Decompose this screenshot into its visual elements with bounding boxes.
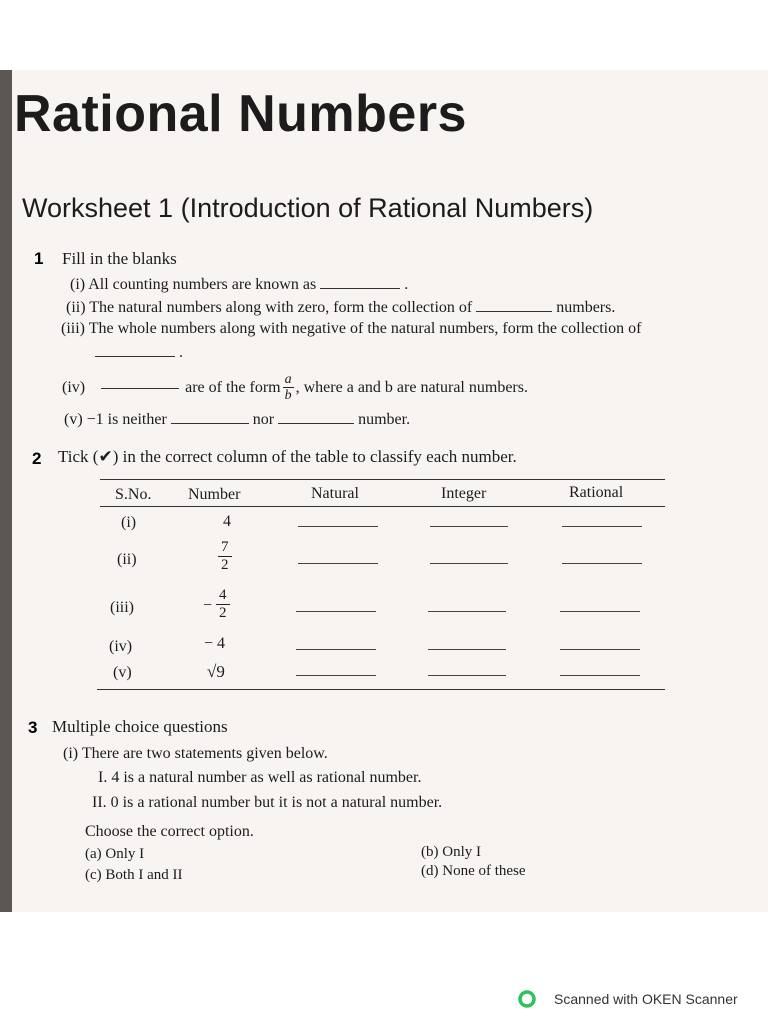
row-v-natural-blank: [296, 675, 376, 676]
row-v-number: √9: [207, 662, 225, 681]
row-v-sno: (v): [113, 664, 132, 681]
row-iv-sno: (iv): [109, 638, 133, 655]
q1-iii-text: The whole numbers along with negative of the natural numbers, form the collection of: [88, 320, 642, 337]
q1-ii-label: (ii): [66, 299, 86, 316]
row-i-natural-blank: [298, 526, 378, 527]
q1-item-ii: [66, 299, 615, 317]
q1-ii-text: The natural numbers along with zero, form the collection of: [89, 299, 473, 316]
fraction-a-over-b: $\frac{a}{b}$: [284, 372, 292, 403]
row-v-rational-blank: [560, 675, 640, 676]
q1-item-iii: [61, 320, 641, 338]
row-iv-integer-blank: [428, 649, 506, 650]
q1-iv-text: are of the form: [185, 378, 281, 396]
header-integer: Integer: [441, 485, 487, 502]
q1-heading: Fill in the blanks: [62, 249, 177, 268]
q3-item-i: (i) There are two statements given below.: [63, 745, 328, 762]
q1-item-iv: [62, 372, 528, 403]
q1-iv-tail: , where a and b are natural numbers.: [295, 378, 528, 396]
q3-choose-prompt: Choose the correct option.: [85, 823, 254, 840]
row-iii-fraction: $\frac{4}{2}$: [216, 587, 230, 622]
q1-iii-blank: [95, 355, 175, 357]
q1-item-v: [64, 411, 410, 429]
q3-option-d: (d) None of these: [421, 863, 526, 879]
row-ii-sno: (ii): [117, 551, 137, 568]
q2-heading: Tick (✔) in the correct column of the table to classify each number.: [58, 447, 517, 466]
row-i-sno: (i): [121, 514, 137, 531]
header-natural: Natural: [311, 485, 359, 502]
q1-i-text: All counting numbers are known as: [88, 276, 317, 293]
worksheet-subtitle: Worksheet 1 (Introduction of Rational Numbers): [22, 193, 594, 223]
q1-v-text: −1 is neither: [86, 411, 167, 428]
q1-iii-blank-line: .: [95, 344, 183, 362]
table-header-rule: [100, 506, 665, 507]
row-ii-rational-blank: [562, 563, 642, 564]
row-v-integer-blank: [428, 675, 506, 676]
row-ii-natural-blank: [298, 563, 378, 564]
row-iii-sno: (iii): [110, 599, 134, 616]
row-iii-integer-blank: [428, 611, 506, 612]
row-iv-number: − 4: [204, 635, 226, 652]
q1-i-blank: [320, 287, 400, 289]
q3-option-a: (a) Only I: [85, 846, 145, 862]
row-iii-sign: −: [203, 597, 213, 614]
q1-number: 1: [34, 249, 44, 268]
row-iii-natural-blank: [296, 611, 376, 612]
page-edge-shadow: [0, 70, 12, 912]
q3-statement-2: II. 0 is a rational number but it is not a natural number.: [92, 794, 443, 811]
row-ii-fraction: $\frac{7}{2}$: [218, 539, 232, 574]
q1-iv-blank: [101, 387, 179, 389]
q3-heading: Multiple choice questions: [52, 717, 228, 736]
q3-option-c: (c) Both I and II: [85, 867, 183, 883]
q1-i-label: (i): [70, 276, 86, 293]
q1-v-tail: number.: [358, 411, 411, 428]
q1-iii-label: (iii): [61, 320, 85, 337]
scanner-watermark-text: Scanned with OKEN Scanner: [554, 991, 738, 1007]
table-top-rule: [100, 479, 665, 480]
row-i-number: 4: [223, 513, 231, 530]
header-number: Number: [188, 486, 241, 503]
q3-number: 3: [28, 718, 38, 737]
q1-v-blank-2: [278, 422, 354, 424]
header-rational: Rational: [569, 484, 624, 501]
q1-v-blank-1: [171, 422, 249, 424]
q1-v-nor: nor: [252, 411, 275, 428]
page-title: Rational Numbers: [14, 85, 467, 143]
header-sno: S.No.: [115, 486, 152, 503]
q1-ii-tail: numbers.: [556, 299, 616, 316]
scanner-logo-icon: [518, 990, 536, 1008]
row-i-rational-blank: [562, 526, 642, 527]
row-ii-integer-blank: [430, 563, 508, 564]
table-bottom-rule: [97, 689, 665, 690]
row-iv-rational-blank: [560, 649, 640, 650]
q1-v-label: (v): [64, 411, 83, 428]
row-iii-rational-blank: [560, 611, 640, 612]
q3-statement-1: I. 4 is a natural number as well as rational number.: [98, 769, 422, 786]
q3-option-b: (b) Only I: [421, 844, 481, 860]
q1-ii-blank: [476, 310, 552, 312]
row-iv-natural-blank: [296, 649, 376, 650]
q1-iv-label: (iv): [62, 378, 86, 396]
q2-number: 2: [32, 449, 42, 468]
q1-item-i: (i) All counting numbers are known as .: [70, 276, 409, 293]
row-i-integer-blank: [430, 526, 508, 527]
